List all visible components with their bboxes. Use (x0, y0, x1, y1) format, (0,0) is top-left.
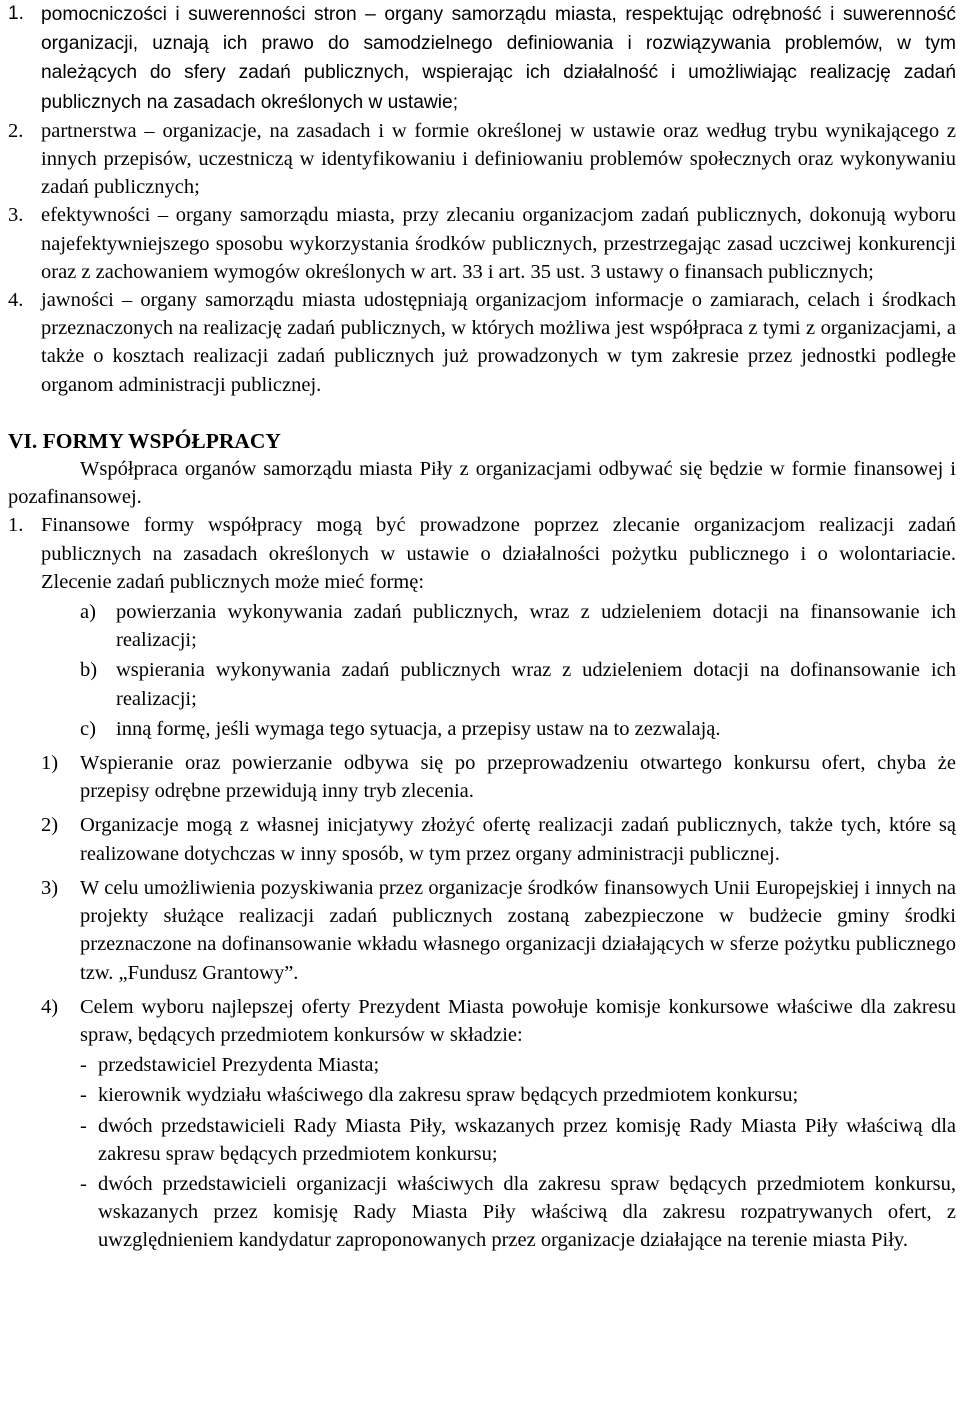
committee-member-text: przedstawiciel Prezydenta Miasta; (98, 1054, 380, 1077)
lettered-text: inną formę, jeśli wymaga tego sytuacja, a przepisy ustaw na to zezwalają. (116, 717, 721, 740)
form-item-1 (8, 511, 956, 596)
list-number: 1. (8, 514, 24, 537)
principle-item-4 (8, 286, 956, 399)
principle-text: partnerstwa – organizacje, na zasadach i w formie określonej w ustawie oraz według trybu wynikającego z innych przepisów, uczestniczą w identyfikowaniu i definiowaniu problemów społecznych oraz wykonywaniu zadań publicznych; (41, 119, 956, 199)
list-number: 4. (8, 289, 24, 312)
principle-text: efektywności – organy samorządu miasta, przy zlecaniu organizacjom zadań publicznych, dokonują wyboru najefektywniejszego sposobu wykorzystania środków publicznych, przestrzegając zasad uczciwej konkurencji oraz z zachowaniem wymogów określonych w art. 33 i art. 35 ust. 3 ustawy o finansach publicznych; (41, 204, 956, 283)
list-letter: c) (80, 717, 96, 740)
numbered-item-3 (8, 874, 956, 987)
list-letter: a) (80, 601, 96, 624)
lettered-text: wspierania wykonywania zadań publicznych wraz z udzieleniem dotacji na dofinansowanie ich realizacji; (116, 659, 956, 710)
lettered-text: powierzania wykonywania zadań publicznych, wraz z udzieleniem dotacji na finansowanie ich realizacji; (116, 601, 956, 652)
committee-member-4 (8, 1170, 956, 1255)
section-intro: Współpraca organów samorządu miasta Piły z organizacjami odbywać się będzie w formie finansowej i pozafinansowej. (8, 458, 956, 509)
numbered-text: Wspieranie oraz powierzanie odbywa się po przeprowadzeniu otwartego konkursu ofert, chyba że przepisy odrębne przewidują inny tryb zlecenia. (80, 752, 956, 803)
committee-member-text: kierownik wydziału właściwego dla zakresu spraw będących przedmiotem konkursu; (98, 1084, 799, 1107)
form-item-text: Finansowe formy współpracy mogą być prowadzone poprzez zlecanie organizacjom realizacji zadań publicznych na zasadach określonych w ustawie o działalności pożytku publicznego i o wolontariacie. Zlecenie zadań publicznych może mieć formę: (41, 514, 956, 593)
principle-item-1 (8, 0, 956, 117)
committee-member-1 (8, 1051, 956, 1079)
spacer (8, 399, 956, 427)
committee-member-3 (8, 1112, 956, 1168)
dash-bullet: - (80, 1114, 87, 1137)
list-number: 3) (41, 876, 59, 899)
lettered-item-b (8, 656, 956, 712)
principle-item-3 (8, 201, 956, 286)
list-number: 3. (8, 204, 24, 227)
list-number: 2) (41, 814, 59, 837)
section-heading: VI. FORMY WSPÓŁPRACY (8, 428, 281, 453)
numbered-item-4 (8, 993, 956, 1049)
committee-member-2 (8, 1081, 956, 1109)
numbered-item-2 (8, 811, 956, 867)
lettered-item-a (8, 598, 956, 654)
dash-bullet: - (80, 1084, 87, 1107)
dash-bullet: - (80, 1054, 87, 1077)
numbered-text: Celem wyboru najlepszej oferty Prezydent Miasta powołuje komisje konkursowe właściwe dla zakresu spraw, będących przedmiotem konkursów w składzie: (80, 995, 956, 1046)
list-letter: b) (80, 659, 98, 682)
committee-member-text: dwóch przedstawicieli Rady Miasta Piły, wskazanych przez komisję Rady Miasta Piły właściwą dla zakresu spraw będących przedmiotem konkursu; (98, 1114, 956, 1165)
committee-member-text: dwóch przedstawicieli organizacji właściwych dla zakresu spraw będących przedmiotem konkursu, wskazanych przez komisję Rady Miasta Piły właściwą dla zakresu rozpatrywanych ofert, z uwzględnieniem kandydatur zaproponowanych przez organizacje działające na terenie miasta Piły. (98, 1172, 956, 1252)
numbered-item-1 (8, 749, 956, 805)
principle-text: pomocniczości i suwerenności stron – organy samorządu miasta, respektując odrębność i suwerenność organizacji, uznają ich prawo do samodzielnego definiowania i rozwiązywania problemów, w tym należących do sfery zadań publicznych, wspierając ich działalność i umożliwiając realizację zadań publicznych na zasadach określonych w ustawie; (41, 4, 956, 113)
numbered-text: Organizacje mogą z własnej inicjatywy złożyć ofertę realizacji zadań publicznych, także tych, które są realizowane dotychczas w inny sposób, w tym przez organy administracji publicznej. (80, 814, 956, 865)
list-number: 1. (8, 3, 25, 24)
dash-bullet: - (80, 1172, 87, 1195)
lettered-item-c (8, 715, 956, 743)
list-number: 2. (8, 119, 24, 142)
list-number: 1) (41, 752, 59, 775)
principle-item-2 (8, 117, 956, 202)
principle-text: jawności – organy samorządu miasta udostępniają organizacjom informacje o zamiarach, celach i środkach przeznaczonych na realizację zadań publicznych, w których możliwa jest współpraca z tymi z organizacjami, a także o kosztach realizacji zadań publicznych już prowadzonych w tym zakresie przez jednostki podległe organom administracji publicznej. (41, 289, 956, 396)
document-page (8, 0, 956, 1255)
numbered-text: W celu umożliwienia pozyskiwania przez organizacje środków finansowych Unii Europejskiej i innych na projekty służące realizacji zadań publicznych zostaną zabezpieczone w budżecie gminy środki przeznaczone na dofinansowanie wkładu własnego organizacji działających w sferze pożytku publicznego tzw. „Fundusz Grantowy”. (80, 876, 956, 984)
list-number: 4) (41, 995, 59, 1018)
